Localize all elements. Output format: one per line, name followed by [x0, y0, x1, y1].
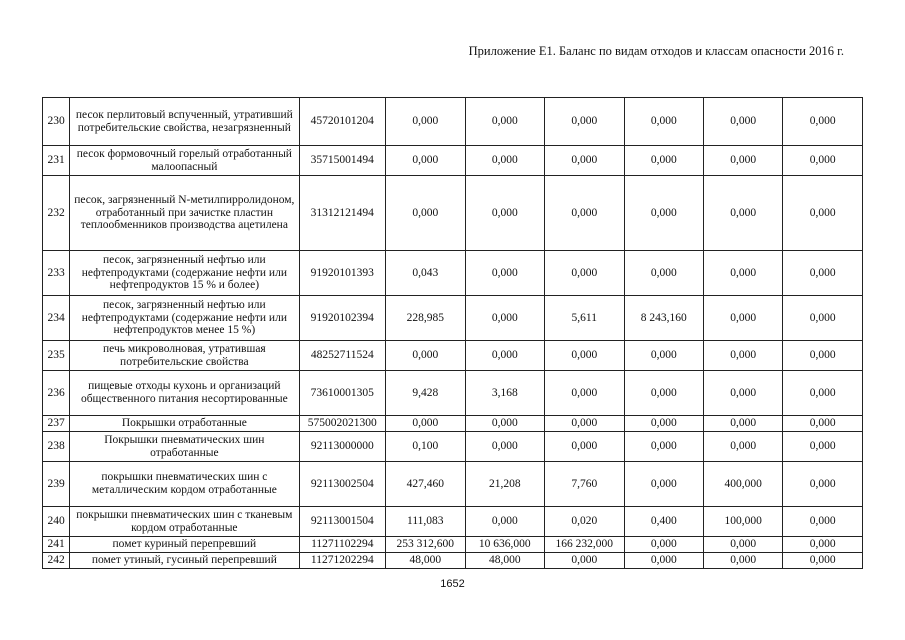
waste-name: покрышки пневматических шин с тканевым кордом отработанные	[70, 507, 299, 537]
waste-balance-table	[42, 97, 863, 569]
table-row	[43, 432, 863, 462]
value-cell: 111,083	[386, 507, 465, 537]
value-cell: 0,000	[624, 537, 703, 553]
value-cell: 0,000	[624, 371, 703, 416]
row-number: 242	[43, 553, 70, 569]
value-cell: 0,000	[545, 251, 624, 296]
waste-code: 92113002504	[299, 462, 386, 507]
value-cell: 0,000	[783, 416, 863, 432]
value-cell: 0,000	[545, 371, 624, 416]
value-cell: 0,000	[783, 462, 863, 507]
value-cell: 0,000	[783, 98, 863, 146]
value-cell: 0,000	[704, 251, 783, 296]
value-cell: 0,000	[704, 537, 783, 553]
table-row	[43, 146, 863, 176]
table-row	[43, 507, 863, 537]
waste-code: 11271102294	[299, 537, 386, 553]
value-cell: 0,000	[386, 146, 465, 176]
waste-code: 31312121494	[299, 176, 386, 251]
value-cell: 0,000	[465, 98, 544, 146]
value-cell: 0,000	[783, 146, 863, 176]
value-cell: 0,000	[624, 146, 703, 176]
table-row	[43, 251, 863, 296]
value-cell: 0,000	[465, 296, 544, 341]
table-row	[43, 341, 863, 371]
value-cell: 0,000	[465, 146, 544, 176]
table-row	[43, 537, 863, 553]
value-cell: 0,000	[545, 432, 624, 462]
value-cell: 0,000	[783, 296, 863, 341]
value-cell: 0,000	[624, 432, 703, 462]
waste-code: 91920102394	[299, 296, 386, 341]
value-cell: 228,985	[386, 296, 465, 341]
document-title: Приложение Е1. Баланс по видам отходов и классам опасности 2016 г.	[468, 44, 844, 58]
row-number: 235	[43, 341, 70, 371]
value-cell: 100,000	[704, 507, 783, 537]
value-cell: 166 232,000	[545, 537, 624, 553]
value-cell: 0,000	[465, 176, 544, 251]
value-cell: 0,000	[704, 416, 783, 432]
value-cell: 7,760	[545, 462, 624, 507]
value-cell: 0,000	[545, 553, 624, 569]
value-cell: 0,000	[624, 462, 703, 507]
value-cell: 0,000	[624, 251, 703, 296]
value-cell: 0,000	[465, 432, 544, 462]
value-cell: 0,000	[783, 341, 863, 371]
waste-code: 92113000000	[299, 432, 386, 462]
waste-name: Покрышки пневматических шин отработанные	[70, 432, 299, 462]
value-cell: 9,428	[386, 371, 465, 416]
row-number: 234	[43, 296, 70, 341]
value-cell: 0,000	[783, 537, 863, 553]
value-cell: 0,000	[704, 432, 783, 462]
row-number: 233	[43, 251, 70, 296]
value-cell: 0,000	[783, 176, 863, 251]
table-row	[43, 98, 863, 146]
waste-name: покрышки пневматических шин с металлическим кордом отработанные	[70, 462, 299, 507]
table-row	[43, 462, 863, 507]
value-cell: 400,000	[704, 462, 783, 507]
value-cell: 0,000	[465, 507, 544, 537]
value-cell: 253 312,600	[386, 537, 465, 553]
value-cell: 0,000	[386, 416, 465, 432]
waste-name: пищевые отходы кухонь и организаций общественного питания несортированные	[70, 371, 299, 416]
value-cell: 0,000	[624, 176, 703, 251]
value-cell: 8 243,160	[624, 296, 703, 341]
row-number: 236	[43, 371, 70, 416]
table-row	[43, 553, 863, 569]
waste-name: песок формовочный горелый отработанный малоопасный	[70, 146, 299, 176]
waste-name: песок перлитовый вспученный, утративший потребительские свойства, незагрязненный	[70, 98, 299, 146]
value-cell: 0,000	[783, 371, 863, 416]
value-cell: 0,000	[465, 341, 544, 371]
page-number: 1652	[440, 578, 465, 590]
value-cell: 0,000	[783, 553, 863, 569]
waste-name: песок, загрязненный N-метилпирролидоном, отработанный при зачистке пластин теплообменников производства ацетилена	[70, 176, 299, 251]
value-cell: 0,020	[545, 507, 624, 537]
row-number: 240	[43, 507, 70, 537]
waste-name: помет утиный, гусиный перепревший	[70, 553, 299, 569]
value-cell: 0,000	[545, 176, 624, 251]
value-cell: 0,000	[624, 553, 703, 569]
value-cell: 0,000	[545, 416, 624, 432]
value-cell: 0,000	[545, 98, 624, 146]
value-cell: 0,000	[386, 98, 465, 146]
table-row	[43, 176, 863, 251]
value-cell: 0,000	[624, 416, 703, 432]
table-row	[43, 296, 863, 341]
value-cell: 0,000	[704, 296, 783, 341]
value-cell: 0,000	[704, 176, 783, 251]
waste-code: 575002021300	[299, 416, 386, 432]
waste-name: песок, загрязненный нефтью или нефтепродуктами (содержание нефти или нефтепродуктов менее 15 %)	[70, 296, 299, 341]
value-cell: 48,000	[465, 553, 544, 569]
table-row	[43, 371, 863, 416]
row-number: 239	[43, 462, 70, 507]
row-number: 238	[43, 432, 70, 462]
waste-code: 92113001504	[299, 507, 386, 537]
value-cell: 0,000	[545, 146, 624, 176]
waste-code: 48252711524	[299, 341, 386, 371]
value-cell: 3,168	[465, 371, 544, 416]
value-cell: 48,000	[386, 553, 465, 569]
waste-code: 73610001305	[299, 371, 386, 416]
value-cell: 0,000	[783, 251, 863, 296]
value-cell: 0,000	[624, 98, 703, 146]
waste-code: 35715001494	[299, 146, 386, 176]
row-number: 230	[43, 98, 70, 146]
value-cell: 0,043	[386, 251, 465, 296]
value-cell: 0,000	[465, 416, 544, 432]
value-cell: 0,000	[465, 251, 544, 296]
waste-name: Покрышки отработанные	[70, 416, 299, 432]
row-number: 232	[43, 176, 70, 251]
value-cell: 0,000	[704, 146, 783, 176]
value-cell: 0,000	[704, 98, 783, 146]
value-cell: 0,100	[386, 432, 465, 462]
row-number: 231	[43, 146, 70, 176]
value-cell: 0,000	[386, 176, 465, 251]
value-cell: 0,000	[704, 371, 783, 416]
value-cell: 0,400	[624, 507, 703, 537]
waste-code: 91920101393	[299, 251, 386, 296]
value-cell: 0,000	[783, 507, 863, 537]
value-cell: 21,208	[465, 462, 544, 507]
value-cell: 0,000	[704, 553, 783, 569]
value-cell: 427,460	[386, 462, 465, 507]
value-cell: 0,000	[624, 341, 703, 371]
waste-code: 11271202294	[299, 553, 386, 569]
value-cell: 0,000	[704, 341, 783, 371]
table-row	[43, 416, 863, 432]
waste-name: песок, загрязненный нефтью или нефтепродуктами (содержание нефти или нефтепродуктов 15 % и более)	[70, 251, 299, 296]
waste-code: 45720101204	[299, 98, 386, 146]
row-number: 241	[43, 537, 70, 553]
value-cell: 0,000	[783, 432, 863, 462]
value-cell: 10 636,000	[465, 537, 544, 553]
value-cell: 0,000	[386, 341, 465, 371]
waste-name: печь микроволновая, утратившая потребительские свойства	[70, 341, 299, 371]
row-number: 237	[43, 416, 70, 432]
value-cell: 5,611	[545, 296, 624, 341]
waste-name: помет куриный перепревший	[70, 537, 299, 553]
value-cell: 0,000	[545, 341, 624, 371]
table-body	[43, 98, 863, 569]
